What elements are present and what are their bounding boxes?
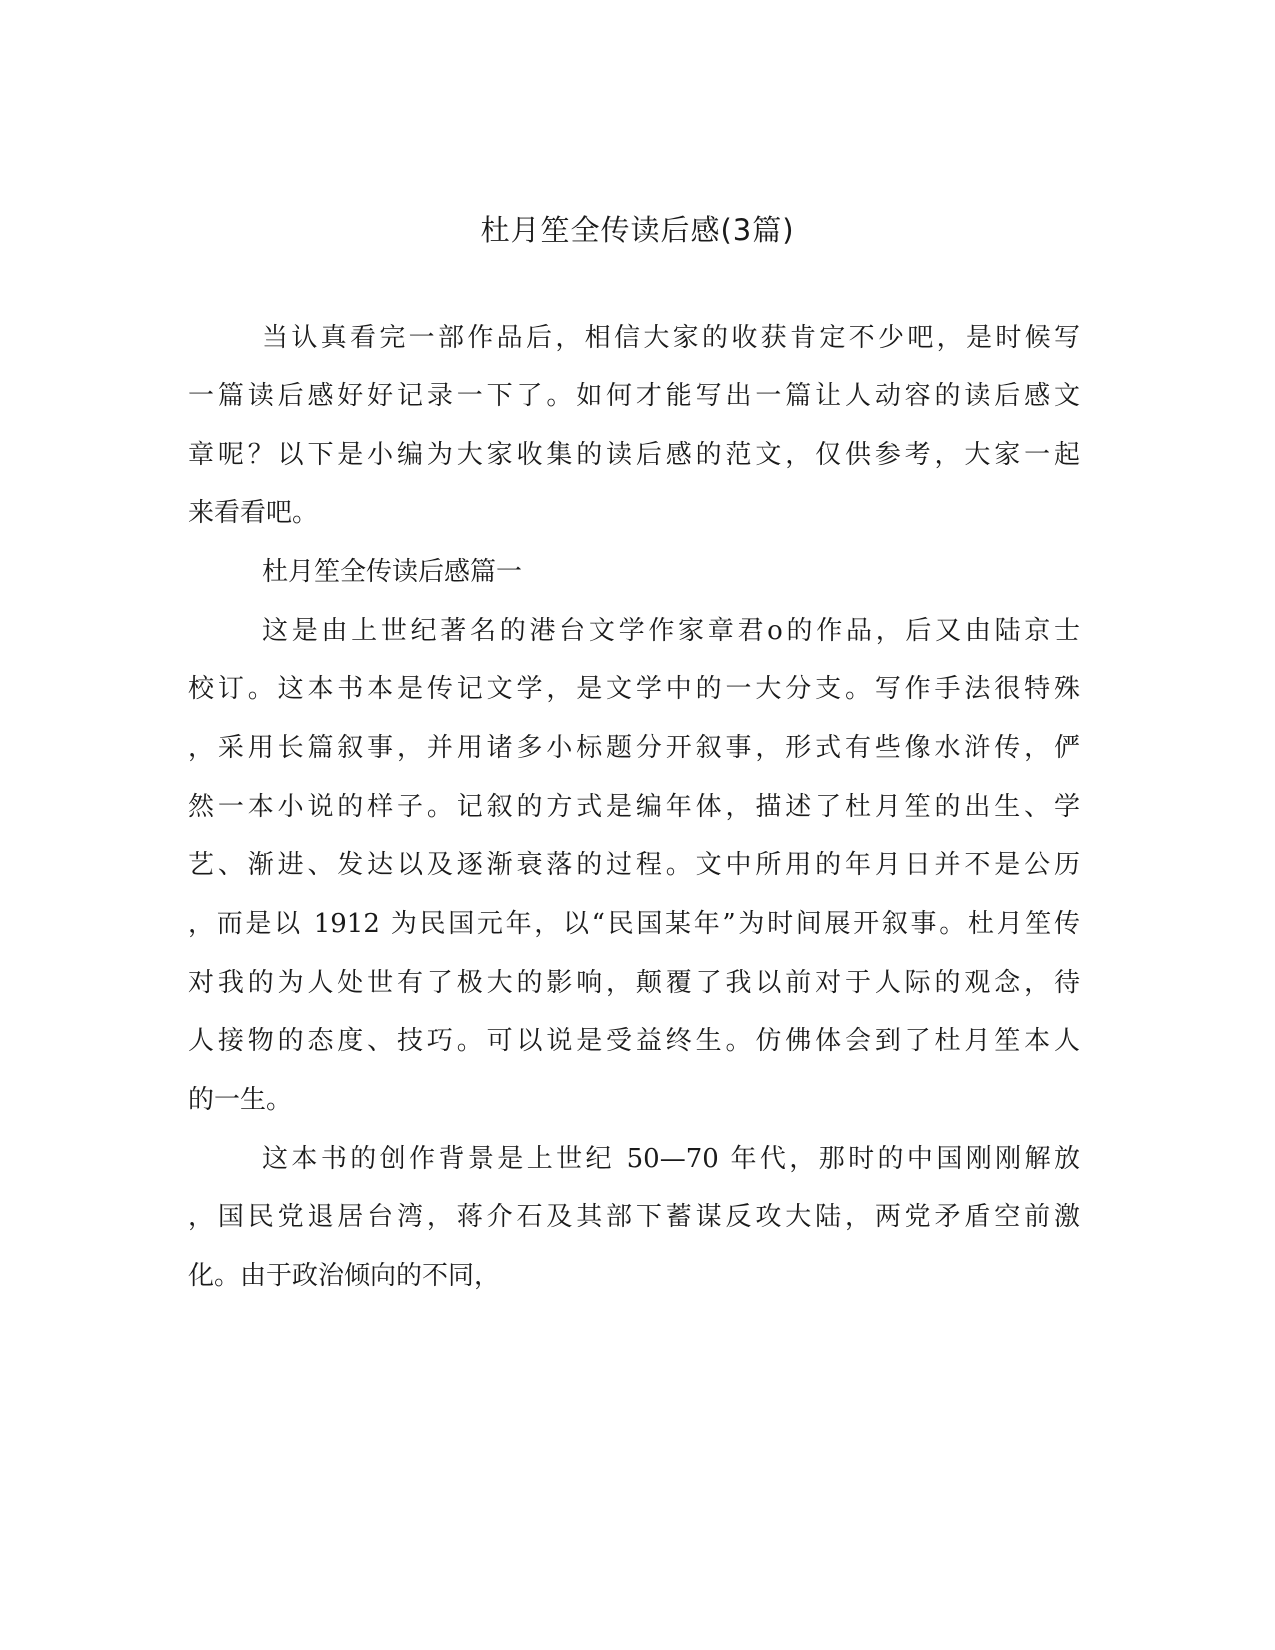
text-line: 艺、渐进、发达以及逐渐衰落的过程。文中所用的年月日并不是公历 [188,850,1080,880]
text-line: 章呢？以下是小编为大家收集的读后感的范文，仅供参考，大家一起 [188,440,1080,470]
text-line: 当认真看完一部作品后，相信大家的收获肯定不少吧，是时候写 [262,323,1080,353]
section-heading: 杜月笙全传读后感篇一 [262,557,523,587]
text-line: ，而是以 1912 为民国元年，以“民国某年”为时间展开叙事。杜月笙传 [188,909,1080,939]
text-line: 这是由上世纪著名的港台文学作家章君o的作品，后又由陆京士 [262,616,1080,646]
text-line: 这本书的创作背景是上世纪 50—70 年代，那时的中国刚刚解放 [262,1144,1080,1174]
page-title: 杜月笙全传读后感(3篇) [480,213,795,247]
text-line: 化。由于政治倾向的不同， [188,1261,501,1291]
text-line: 校订。这本书本是传记文学，是文学中的一大分支。写作手法很特殊 [188,674,1080,704]
text-line: ，采用长篇叙事，并用诸多小标题分开叙事，形式有些像水浒传，俨 [188,733,1080,763]
text-line: 的一生。 [188,1085,293,1115]
text-line: 一篇读后感好好记录一下了。如何才能写出一篇让人动容的读后感文 [188,381,1080,411]
text-line: 人接物的态度、技巧。可以说是受益终生。仿佛体会到了杜月笙本人 [188,1026,1080,1056]
text-line: 来看看吧。 [188,498,319,528]
text-line: 对我的为人处世有了极大的影响，颠覆了我以前对于人际的观念，待 [188,968,1080,998]
text-line: 然一本小说的样子。记叙的方式是编年体，描述了杜月笙的出生、学 [188,792,1080,822]
text-line: ，国民党退居台湾，蒋介石及其部下蓄谋反攻大陆，两党矛盾空前激 [188,1202,1080,1232]
